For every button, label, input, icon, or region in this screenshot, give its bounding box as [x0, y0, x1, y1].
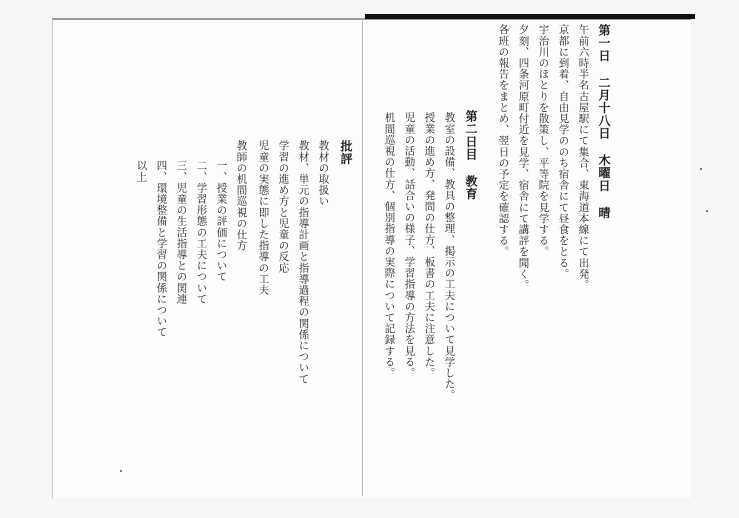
doc-column: 教材の取扱い: [317, 140, 330, 207]
doc-column: 第一日 二月十八日 木曜日 晴: [597, 24, 611, 219]
scan-speck: [700, 168, 702, 170]
doc-column: 第二日目 教育: [464, 110, 478, 201]
doc-column: 教師の机間巡視の仕方: [235, 140, 248, 251]
doc-column: 京都に到着、自由見学ののち宿舎にて昼食をとる。: [557, 24, 570, 280]
doc-column: 宇治川のほとりを散策し、平等院を見学する。: [537, 24, 550, 258]
doc-column: 各班の報告をまとめ、翌日の予定を確認する。: [497, 24, 510, 258]
doc-column: 二、学習形態の工夫について: [195, 160, 208, 305]
paper-sheet: [52, 18, 691, 498]
doc-column: 児童の活動、話合いの様子、学習指導の方法を見る。: [403, 112, 416, 379]
scan-speck: [120, 470, 122, 472]
doc-column: 児童の実態に即した指導の工夫: [257, 140, 270, 296]
doc-column: 夕刻、四条河原町付近を見学、宿舎にて講評を聞く。: [517, 24, 530, 291]
top-edge-shadow: [365, 14, 695, 19]
doc-column: 机間巡視の仕方、個別指導の実際について記録する。: [383, 112, 396, 379]
scan-speck: [706, 210, 708, 212]
doc-column: 四、環境整備と学習の関係について: [155, 160, 168, 338]
doc-column: 学習の進め方と児童の反応: [277, 140, 290, 274]
doc-column: 三、児童の生活指導との関連: [175, 160, 188, 305]
doc-column: 批評: [339, 140, 353, 166]
doc-column: 教材、単元の指導計画と指導過程の関係について: [297, 140, 310, 385]
center-fold: [362, 18, 363, 496]
doc-column: 以上: [135, 160, 148, 183]
doc-column: 授業の進め方、発問の仕方、板書の工夫に注意した。: [423, 112, 436, 379]
doc-column: 教室の設備、教具の整理、掲示の工夫について見学した。: [443, 112, 456, 401]
doc-column: 午前六時半名古屋駅にて集合、東海道本線にて出発。: [577, 24, 590, 291]
doc-column: 一、授業の評価について: [215, 160, 228, 283]
